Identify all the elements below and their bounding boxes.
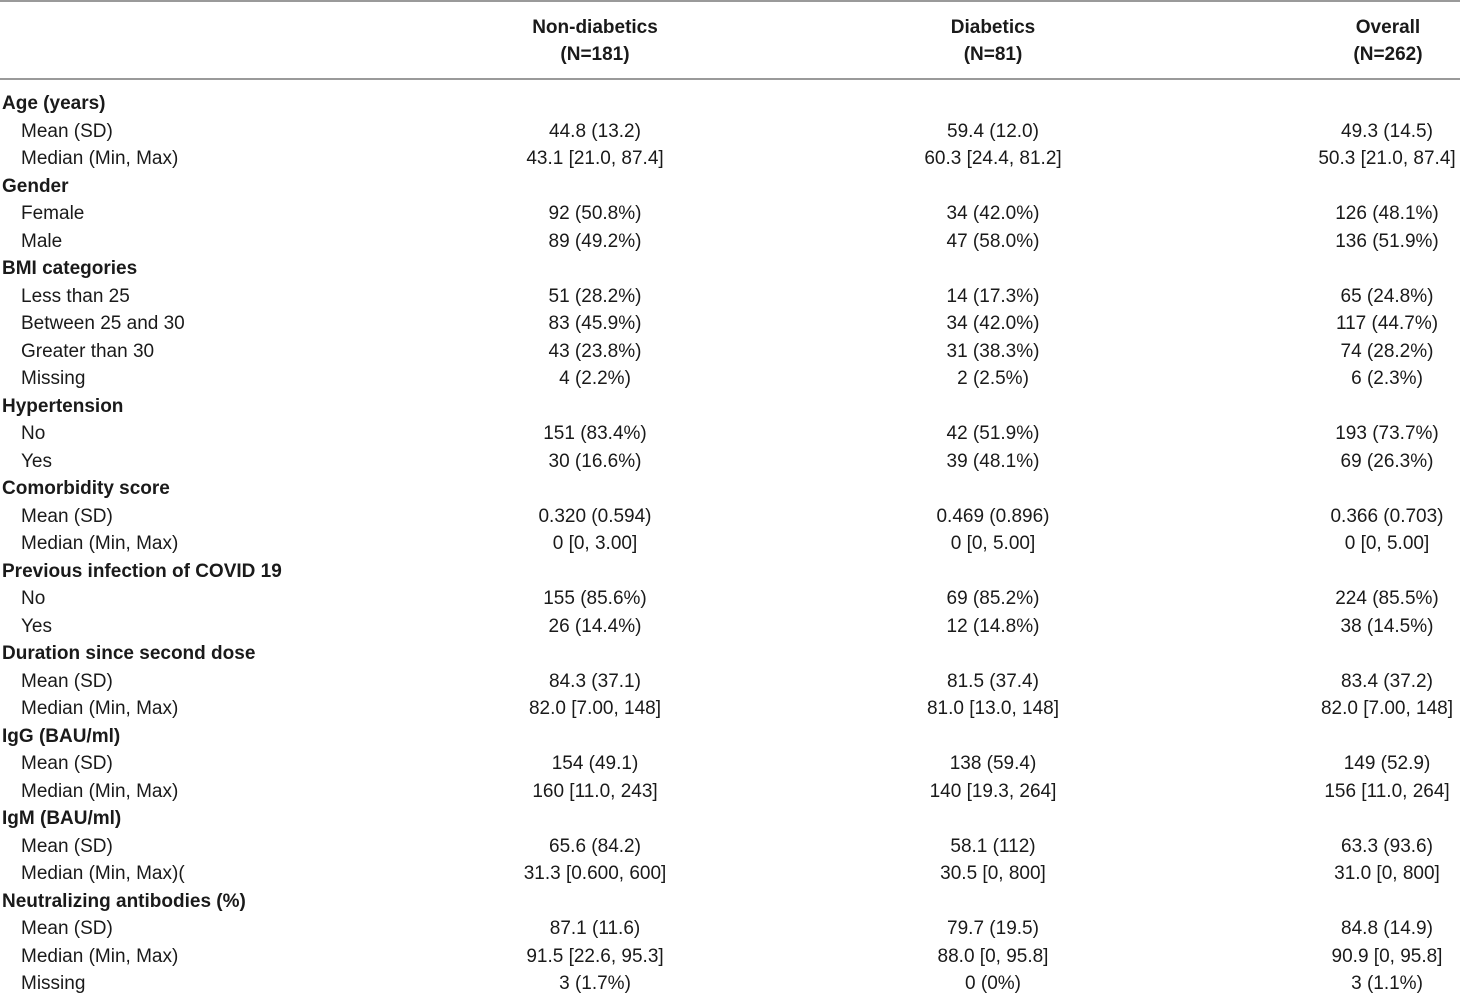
row-label: Median (Min, Max) (21, 533, 179, 554)
table-header-rule (0, 78, 1460, 80)
cell-overall: 69 (26.3%) (1340, 450, 1434, 472)
table-row (0, 228, 1460, 256)
cell-non-diabetics: 31.3 [0.600, 600] (523, 863, 667, 884)
cell-diabetics: 58.1 (112) (950, 835, 1036, 857)
cell-non-diabetics: 92 (50.8%) (548, 203, 642, 224)
section-label: IgM (BAU/ml) (2, 808, 122, 829)
column-header-name: Diabetics (950, 17, 1036, 38)
cell-overall: 74 (28.2%) (1340, 340, 1434, 362)
cell-overall: 149 (52.9) (1343, 753, 1431, 774)
cell-non-diabetics: 91.5 [22.6, 95.3] (526, 945, 664, 967)
cell-overall: 117 (44.7%) (1335, 313, 1439, 334)
cell-diabetics: 12 (14.8%) (946, 615, 1040, 637)
cell-overall: 3 (1.1%) (1351, 973, 1423, 994)
cell-overall: 0.366 (0.703) (1330, 505, 1444, 527)
table-row (0, 118, 1460, 146)
row-label: Median (Min, Max)( (21, 863, 185, 884)
table-row (0, 530, 1460, 558)
cell-overall: 224 (85.5%) (1335, 588, 1439, 609)
row-label: Median (Min, Max) (21, 945, 179, 967)
row-label: Median (Min, Max) (21, 148, 179, 169)
cell-non-diabetics: 89 (49.2%) (548, 230, 642, 252)
table-header (0, 2, 1460, 78)
cell-overall: 82.0 [7.00, 148] (1320, 698, 1454, 719)
cell-diabetics: 0 [0, 5.00] (950, 533, 1036, 554)
cell-diabetics: 138 (59.4) (949, 753, 1037, 774)
table-row (0, 970, 1460, 998)
table-row (0, 503, 1460, 531)
table-section-row (0, 393, 1460, 421)
cell-diabetics: 39 (48.1%) (946, 450, 1040, 472)
section-label: BMI categories (2, 258, 138, 279)
cell-diabetics: 2 (2.5%) (957, 368, 1029, 389)
column-header-overall (1288, 14, 1460, 68)
row-label: Mean (SD) (21, 505, 113, 527)
cell-non-diabetics: 51 (28.2%) (548, 285, 642, 307)
table-section-row (0, 888, 1460, 916)
cell-diabetics: 14 (17.3%) (946, 285, 1040, 307)
cell-non-diabetics: 155 (85.6%) (543, 588, 647, 609)
table-section-row (0, 90, 1460, 118)
table-section-row (0, 173, 1460, 201)
table-row (0, 338, 1460, 366)
table-body (0, 90, 1460, 998)
row-label: Median (Min, Max) (21, 780, 179, 802)
row-label: Missing (21, 973, 86, 994)
table-row (0, 448, 1460, 476)
cell-non-diabetics: 43 (23.8%) (548, 340, 642, 362)
cell-diabetics: 81.0 [13.0, 148] (926, 698, 1060, 719)
table-row (0, 750, 1460, 778)
cell-diabetics: 79.7 (19.5) (947, 918, 1039, 939)
section-label: Comorbidity score (2, 478, 170, 499)
cell-diabetics: 34 (42.0%) (946, 203, 1040, 224)
cell-diabetics: 60.3 [24.4, 81.2] (924, 148, 1062, 169)
cell-non-diabetics: 154 (49.1) (551, 753, 639, 774)
cell-overall: 156 [11.0, 264] (1324, 780, 1450, 802)
cell-non-diabetics: 65.6 (84.2) (549, 835, 641, 857)
cell-diabetics: 47 (58.0%) (946, 230, 1040, 252)
column-header-name: Non-diabetics (532, 17, 658, 38)
column-header-n: (N=262) (1353, 44, 1423, 65)
table-row (0, 283, 1460, 311)
cell-overall: 49.3 (14.5) (1341, 120, 1433, 142)
table-row (0, 695, 1460, 723)
cell-non-diabetics: 82.0 [7.00, 148] (528, 698, 662, 719)
table-section-row (0, 475, 1460, 503)
table-row (0, 200, 1460, 228)
cell-overall: 38 (14.5%) (1340, 615, 1434, 637)
cell-overall: 193 (73.7%) (1335, 423, 1439, 444)
column-header-n: (N=81) (963, 44, 1023, 65)
table-row (0, 833, 1460, 861)
column-header-diabetics (893, 14, 1093, 68)
row-label: Greater than 30 (21, 340, 155, 362)
column-header-non-diabetics (495, 14, 695, 68)
section-label: Neutralizing antibodies (%) (2, 890, 246, 912)
table-row (0, 585, 1460, 613)
cell-diabetics: 88.0 [0, 95.8] (937, 945, 1049, 967)
row-label: Yes (21, 615, 52, 637)
table-row (0, 310, 1460, 338)
table-row (0, 365, 1460, 393)
cell-overall: 136 (51.9%) (1335, 230, 1439, 252)
cell-non-diabetics: 43.1 [21.0, 87.4] (526, 148, 664, 169)
table-row (0, 145, 1460, 173)
row-label: Mean (SD) (21, 753, 113, 774)
row-label: No (21, 588, 46, 609)
cell-overall: 83.4 (37.2) (1341, 670, 1433, 692)
cell-diabetics: 34 (42.0%) (946, 313, 1040, 334)
cell-diabetics: 81.5 (37.4) (947, 670, 1039, 692)
table-section-row (0, 255, 1460, 283)
cell-non-diabetics: 83 (45.9%) (548, 313, 642, 334)
row-label: Mean (SD) (21, 835, 113, 857)
cell-non-diabetics: 160 [11.0, 243] (532, 780, 658, 802)
table-row (0, 860, 1460, 888)
table-row (0, 420, 1460, 448)
cell-overall: 63.3 (93.6) (1341, 835, 1433, 857)
cell-diabetics: 0.469 (0.896) (936, 505, 1050, 527)
cell-overall: 65 (24.8%) (1340, 285, 1434, 307)
row-label: Missing (21, 368, 86, 389)
cell-diabetics: 0 (0%) (965, 973, 1021, 994)
cell-non-diabetics: 44.8 (13.2) (549, 120, 641, 142)
section-label: Duration since second dose (2, 643, 256, 664)
cell-overall: 0 [0, 5.00] (1344, 533, 1430, 554)
section-label: Gender (2, 175, 69, 197)
table-section-row (0, 805, 1460, 833)
cell-non-diabetics: 0 [0, 3.00] (552, 533, 638, 554)
cell-diabetics: 30.5 [0, 800] (940, 863, 1046, 884)
cell-non-diabetics: 151 (83.4%) (543, 423, 647, 444)
row-label: Mean (SD) (21, 918, 113, 939)
section-label: IgG (BAU/ml) (2, 725, 121, 747)
table-row (0, 668, 1460, 696)
table-row (0, 915, 1460, 943)
cell-diabetics: 69 (85.2%) (946, 588, 1040, 609)
cell-non-diabetics: 3 (1.7%) (559, 973, 631, 994)
section-label: Previous infection of COVID 19 (2, 560, 282, 582)
table-section-row (0, 640, 1460, 668)
table-row (0, 613, 1460, 641)
cell-non-diabetics: 84.3 (37.1) (549, 670, 641, 692)
cell-non-diabetics: 26 (14.4%) (548, 615, 642, 637)
cell-overall: 50.3 [21.0, 87.4] (1318, 148, 1456, 169)
cell-diabetics: 42 (51.9%) (946, 423, 1040, 444)
column-header-n: (N=181) (560, 44, 630, 65)
row-label: Mean (SD) (21, 670, 113, 692)
cell-overall: 90.9 [0, 95.8] (1331, 945, 1443, 967)
row-label: Median (Min, Max) (21, 698, 179, 719)
column-header-name: Overall (1355, 17, 1421, 38)
row-label: Less than 25 (21, 285, 130, 307)
cell-non-diabetics: 87.1 (11.6) (549, 918, 641, 939)
cell-diabetics: 140 [19.3, 264] (929, 780, 1057, 802)
cell-overall: 126 (48.1%) (1335, 203, 1439, 224)
cell-overall: 84.8 (14.9) (1341, 918, 1433, 939)
table-section-row (0, 558, 1460, 586)
cell-diabetics: 59.4 (12.0) (947, 120, 1039, 142)
cell-non-diabetics: 4 (2.2%) (559, 368, 631, 389)
row-label: No (21, 423, 46, 444)
row-label: Female (21, 203, 85, 224)
row-label: Between 25 and 30 (21, 313, 185, 334)
cell-non-diabetics: 0.320 (0.594) (538, 505, 652, 527)
cell-non-diabetics: 30 (16.6%) (548, 450, 642, 472)
table-row (0, 943, 1460, 971)
section-label: Age (years) (2, 93, 106, 114)
table-row (0, 778, 1460, 806)
cell-overall: 31.0 [0, 800] (1334, 863, 1440, 884)
cell-overall: 6 (2.3%) (1351, 368, 1423, 389)
row-label: Male (21, 230, 63, 252)
section-label: Hypertension (2, 395, 124, 417)
table-section-row (0, 723, 1460, 751)
row-label: Yes (21, 450, 52, 472)
cell-diabetics: 31 (38.3%) (946, 340, 1040, 362)
row-label: Mean (SD) (21, 120, 113, 142)
